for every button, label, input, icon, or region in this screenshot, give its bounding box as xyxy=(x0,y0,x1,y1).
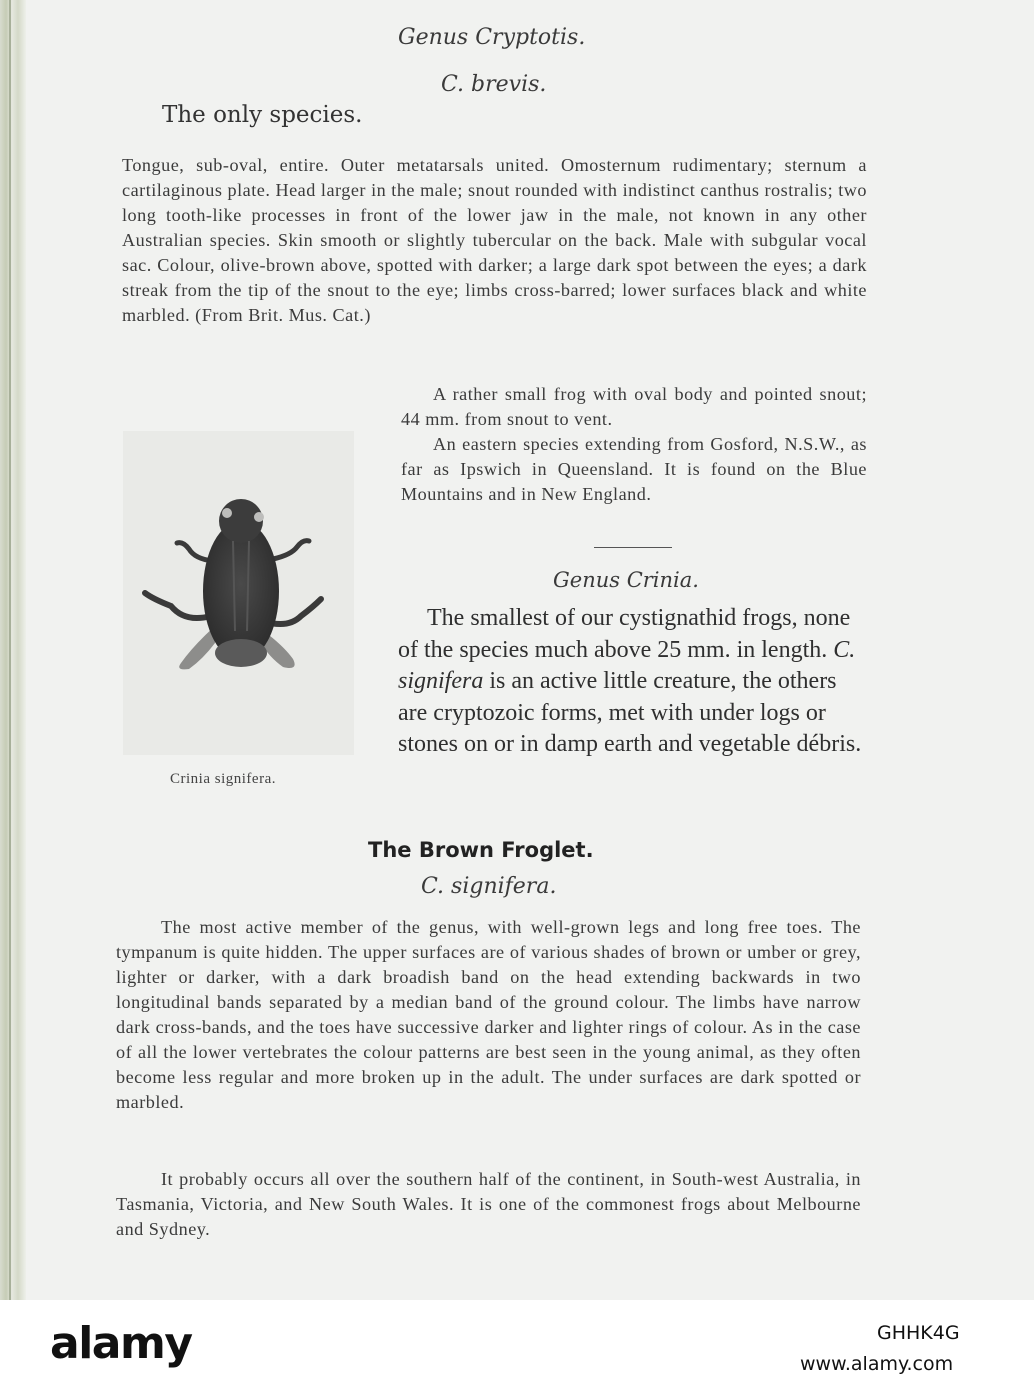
alamy-logo: alamy xyxy=(50,1318,192,1369)
crinia-intro-part-1: The smallest of our cystignathid frogs, none of the species much above 25 mm. in length. xyxy=(398,605,851,663)
crinia-signifera-photo xyxy=(123,431,354,755)
crinia-intro-part-2: is an active little creature, the others are cryptozoic forms, met with under logs or stones on or in damp earth and vegetable débris. xyxy=(398,668,862,757)
frog-illustration xyxy=(123,431,354,755)
cbrevis-range: An eastern species extending from Gosford, N.S.W., as far as Ipswich in Queensland. It is found on the Blue Mountains and in New England. xyxy=(401,434,867,504)
section-divider xyxy=(594,547,672,548)
crinia-intro xyxy=(398,603,864,761)
image-code: GHHK4G xyxy=(877,1322,960,1344)
only-species-text: The only species. xyxy=(162,102,363,128)
binding-line xyxy=(9,0,11,1300)
crinia-intro-italic: C. signifera xyxy=(398,636,856,694)
brown-froglet-heading: The Brown Froglet. xyxy=(368,838,594,862)
site-url: www.alamy.com xyxy=(800,1353,954,1375)
c-signifera-heading: C. signifera. xyxy=(421,874,557,899)
page-binding-edge xyxy=(0,0,26,1300)
genus-cryptotis-heading: Genus Cryptotis. xyxy=(398,25,586,50)
signifera-range: It probably occurs all over the southern half of the continent, in South-west Australia, in Tasmania, Victoria, and New South Wales. It is one of the commonest frogs about Melbourne and Sydney. xyxy=(116,1169,861,1239)
photo-caption: Crinia signifera. xyxy=(170,771,276,787)
cbrevis-description: Tongue, sub-oval, entire. Outer metatarsals united. Omosternum rudimentary; sternum a cartilaginous plate. Head larger in the male; snout rounded with indistinct canthus rostralis; two long tooth-like processes in front of the lower jaw in the male, not known in any other Australian species. Skin smooth or slightly tubercular on the back. Male with subgular vocal sac. Colour, olive-brown above, spotted with darker; a large dark spot between the eyes; a dark streak from the tip of the snout to the eye; limbs cross-barred; lower surfaces black and white marbled. (From Brit. Mus. Cat.) xyxy=(122,155,867,325)
c-brevis-heading: C. brevis. xyxy=(441,72,547,97)
cbrevis-size: A rather small frog with oval body and pointed snout; 44 mm. from snout to vent. xyxy=(401,384,867,429)
genus-crinia-heading: Genus Crinia. xyxy=(553,568,699,592)
signifera-description: The most active member of the genus, with well-grown legs and long free toes. The tympanum is quite hidden. The upper surfaces are of various shades of brown or umber or grey, lighter or darker, with a dark broadish band on the head extending backwards in two longitudinal bands separated by a median band of the ground colour. The limbs have narrow dark cross-bands, and the toes have successive darker and lighter rings of colour. As in the case of all the lower vertebrates the colour patterns are best seen in the young animal, as they often become less regular and more broken up in the adult. The under surfaces are dark spotted or marbled. xyxy=(116,917,861,1112)
